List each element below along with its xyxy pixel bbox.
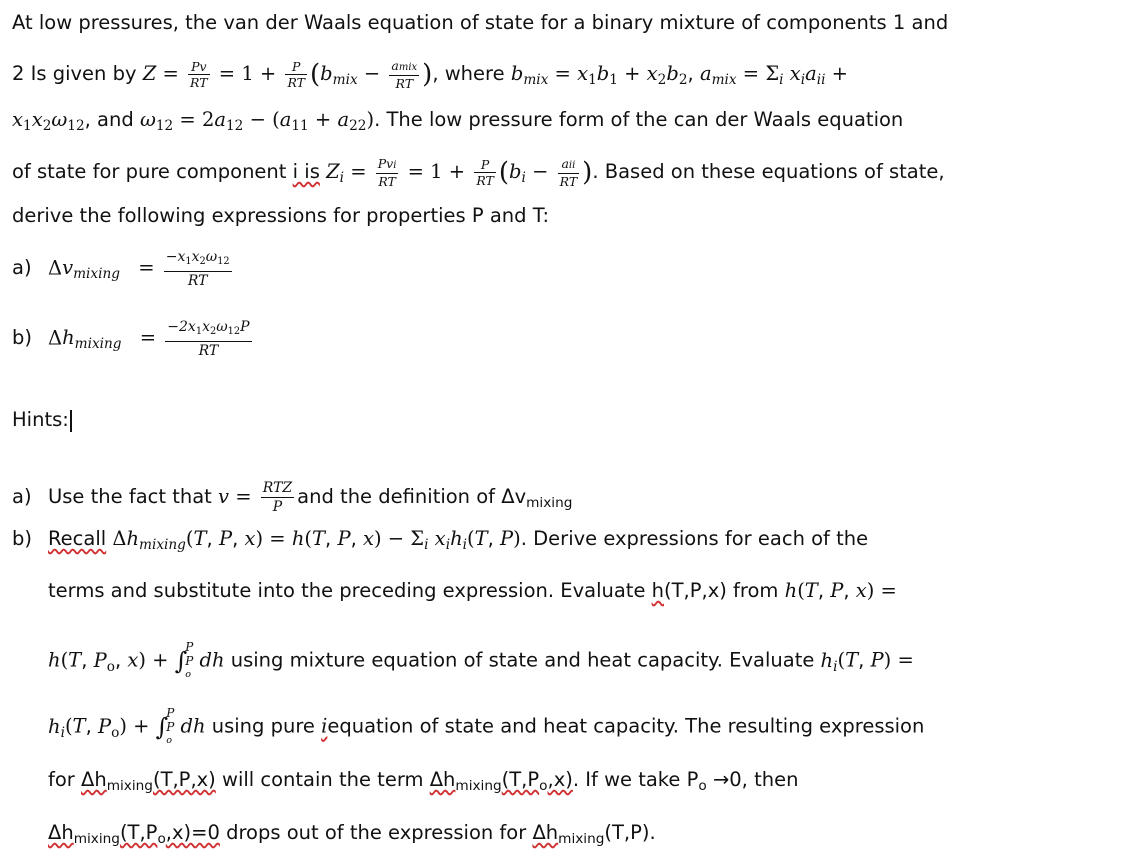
dh3-o: o: [157, 831, 166, 848]
dh4-text: Δh: [532, 821, 559, 844]
problem-line-2: 2 Is given by Z = $\frac{Pv}{RT}$ = 1 + $\frac{P}{RT}$ ($b_{mix}$ − $\frac{\text{amix}}{RT}$ ), where $b_{mix} = x_1b_1 + x_2b_2$, $a_{mix} = \Sigma_i$ $x_ia_{ii}$ +: [12, 58, 848, 91]
text-cursor: [70, 410, 72, 432]
where-text: , where: [432, 62, 505, 85]
problem-text-4: of state for pure component: [12, 160, 287, 183]
problem-line-5: [12, 203, 549, 229]
problem-text-1: At low pressures, the van der Waals equation of state for a binary mixture of components 1 and: [12, 11, 949, 34]
i-text: i: [321, 714, 328, 738]
hint-b-text2b: (T,P,x) from: [664, 579, 779, 602]
hint-b-text5a: for: [48, 768, 75, 791]
hint-a: a) Use the fact that v = $\frac{\text{RTZ}}{P}$ and the definition of $\Delta v_{mixing}$: [12, 480, 573, 515]
part-a: a) $\Delta v_{mixing}$ = $\frac{-x_1x_2\omega_{12}}{RT}$: [12, 249, 230, 289]
i-is-text: i is: [292, 160, 320, 183]
hint-b-line-3: h(T, $P_o$, x) + ∫ P P o dh using mixture equation of state and heat capacity. Evaluate $h_i(T$, P) =: [48, 640, 914, 680]
dh3-end: ,x)=0: [165, 821, 220, 844]
hint-b-line-2: terms and substitute into the preceding expression. Evaluate h(T,P,x) from h(T, P, x) =: [48, 579, 897, 602]
dh2-end: ,x): [547, 768, 573, 791]
hint-a-text: Use the fact that: [48, 485, 212, 508]
hint-b-line-5: [48, 767, 798, 799]
dh3-args: (T,P: [119, 821, 158, 844]
problem-line-4: of state for pure component i is $Z_i$ = $\frac{\text{Pvi}}{RT}$ = 1 + $\frac{P}{RT}$ ($b_i$ − $\frac{\text{aii}}{RT}$ ). Based on these equations of state,: [12, 156, 945, 189]
hint-b-line-1: b) Recall $\Delta h_{mixing}(T$, P, x) = h(T, P, $x) - \Sigma_i$ $x_ih_i(T$, P). Derive expressions for each of the: [12, 527, 869, 554]
hint-b-line-4: $h_i(T$, $P_o$) + ∫ P P o dh using pure iequation of state and heat capacity. The resulting expression: [48, 706, 925, 746]
problem-text-2: 2 Is given by: [12, 62, 137, 85]
hint-a-label: a): [12, 485, 32, 508]
hints-label: Hints:: [12, 408, 69, 431]
and-text: , and: [84, 108, 134, 131]
dh2-o: o: [539, 778, 548, 795]
part-b-label: b): [12, 326, 32, 350]
problem-line-3: $x_1x_2\omega_{12}$, and $\omega_{12} = 2a_{12} - (a_{11} + a_{22})$. The low pressure form of the can der Waals equation: [12, 108, 904, 135]
hint-b-text2: terms and substitute into the preceding expression. Evaluate: [48, 579, 646, 602]
hint-b-text4b: equation of state and heat capacity. The resulting expression: [327, 714, 925, 738]
part-a-label: a): [12, 256, 32, 280]
hint-b-text5b: will contain the term: [222, 768, 424, 791]
problem-text-4b: . Based on these equations of state,: [592, 160, 945, 183]
dh2-args: (T,P: [501, 768, 540, 791]
dh4-args: (T,P).: [604, 821, 656, 844]
dh2-sub: mixing: [455, 778, 502, 795]
dh3-text: Δh: [48, 821, 74, 844]
hint-b-text1: . Derive expressions for each of the: [520, 527, 869, 550]
hint-b-line-6: [48, 820, 656, 852]
hint-b-text5c: . If we take P: [572, 768, 699, 791]
dh3-sub: mixing: [73, 831, 120, 848]
hint-b-text6b: drops out of the expression for: [226, 821, 527, 844]
hint-b-text5d: →0, then: [706, 768, 799, 791]
hint-b-label: b): [12, 527, 32, 550]
hints-title: [12, 407, 72, 433]
dh4-sub: mixing: [558, 831, 605, 848]
problem-text-5: derive the following expressions for properties P and T:: [12, 204, 550, 227]
part-b: b) $\Delta h_{mixing}$ = $\frac{-2x_1x_2\omega_{12}P}{RT}$: [12, 319, 250, 359]
dh1-args: (T,P,x): [152, 768, 216, 791]
hint-a-sub: mixing: [526, 495, 573, 512]
hint-a-text2: and the definition of Δv: [297, 485, 527, 508]
recall-text: Recall: [48, 527, 107, 550]
hint-b-text5o: o: [698, 778, 707, 795]
dh1-text: Δh: [81, 768, 107, 791]
hint-b-text3: using mixture equation of state and heat capacity. Evaluate: [230, 648, 815, 672]
dh1-sub: mixing: [106, 778, 153, 795]
h-text: h: [651, 579, 665, 602]
problem-line-1: [12, 10, 948, 36]
hint-b-text4: using pure: [211, 714, 315, 738]
problem-text-3: . The low pressure form of the can der Waals equation: [374, 108, 904, 131]
dh2-text: Δh: [429, 768, 456, 791]
